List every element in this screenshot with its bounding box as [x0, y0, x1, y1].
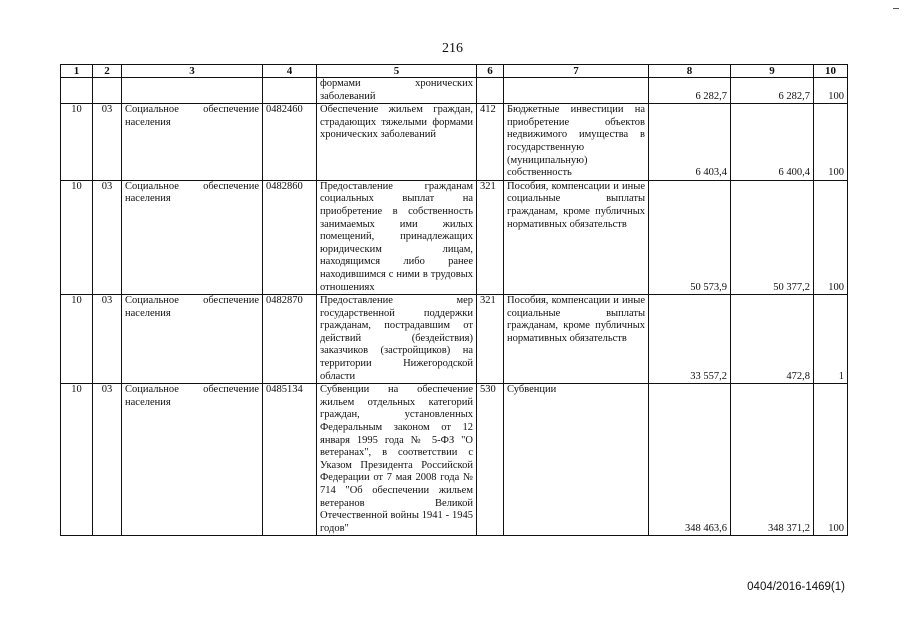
section-code: 10 [61, 180, 93, 294]
scan-mark [893, 8, 899, 9]
execution-percent: 100 [814, 384, 848, 536]
executed-amount: 472,8 [731, 295, 814, 384]
target-description: Предоставление мер государственной поддержки гражданам, пострадавшим от действий (бездействия) заказчиков (застройщиков) на территории Нижегородской области [317, 295, 477, 384]
col-header: 8 [649, 65, 731, 78]
table-row [61, 180, 848, 294]
section-name: Социальное обеспечение населения [122, 104, 263, 181]
executed-amount: 348 371,2 [731, 384, 814, 536]
col-header: 2 [93, 65, 122, 78]
section-name: Социальное обеспечение населения [122, 180, 263, 294]
subsection-code: 03 [93, 295, 122, 384]
col-header: 3 [122, 65, 263, 78]
section-code [61, 78, 93, 104]
subsection-code: 03 [93, 384, 122, 536]
section-code: 10 [61, 295, 93, 384]
expense-type-code [477, 78, 504, 104]
expense-type-name: Субвенции [504, 384, 649, 536]
subsection-code: 03 [93, 104, 122, 181]
col-header: 1 [61, 65, 93, 78]
target-description: Предоставление гражданам социальных выплат на приобретение в собственность занимаемых ими жилых помещений, принадлежащих юридическим лицам, находящимся либо ранее находившимся с ними в трудовых отношениях [317, 180, 477, 294]
section-code: 10 [61, 384, 93, 536]
expense-type-code: 412 [477, 104, 504, 181]
subsection-code [93, 78, 122, 104]
expense-type-name: Бюджетные инвестиции на приобретение объектов недвижимого имущества в государственную (муниципальную) собственность [504, 104, 649, 181]
col-header: 9 [731, 65, 814, 78]
col-header: 4 [263, 65, 317, 78]
table-row [61, 104, 848, 181]
section-name [122, 78, 263, 104]
executed-amount: 6 282,7 [731, 78, 814, 104]
execution-percent: 100 [814, 78, 848, 104]
page-number: 216 [442, 41, 463, 56]
expense-type-code: 530 [477, 384, 504, 536]
expense-type-name: Пособия, компенсации и иные социальные выплаты гражданам, кроме публичных нормативных обязательств [504, 180, 649, 294]
target-code: 0485134 [263, 384, 317, 536]
execution-percent: 100 [814, 104, 848, 181]
execution-percent: 1 [814, 295, 848, 384]
expense-type-name [504, 78, 649, 104]
col-header: 5 [317, 65, 477, 78]
subsection-code: 03 [93, 180, 122, 294]
expense-type-code: 321 [477, 295, 504, 384]
target-code: 0482860 [263, 180, 317, 294]
target-code [263, 78, 317, 104]
col-header: 6 [477, 65, 504, 78]
target-description: Субвенции на обеспечение жильем отдельных категорий граждан, установленных Федеральным законом от 12 января 1995 года № 5-ФЗ "О ветеранах", в соответствии с Указом Президента Российской Федерации от 7 мая 2008 года № 714 "Об обеспечении жильем ветеранов Великой Отечественной войны 1941 - 1945 годов" [317, 384, 477, 536]
planned-amount: 33 557,2 [649, 295, 731, 384]
document-code: 0404/2016-1469(1) [747, 581, 845, 593]
planned-amount: 6 403,4 [649, 104, 731, 181]
table-row [61, 384, 848, 536]
header-row [61, 65, 848, 78]
planned-amount: 50 573,9 [649, 180, 731, 294]
target-code: 0482870 [263, 295, 317, 384]
section-code: 10 [61, 104, 93, 181]
target-description: Обеспечение жильем граждан, страдающих тяжелыми формами хронических заболеваний [317, 104, 477, 181]
planned-amount: 6 282,7 [649, 78, 731, 104]
table-row [61, 78, 848, 104]
table-row [61, 295, 848, 384]
executed-amount: 6 400,4 [731, 104, 814, 181]
budget-table [60, 64, 848, 536]
execution-percent: 100 [814, 180, 848, 294]
col-header: 10 [814, 65, 848, 78]
target-code: 0482460 [263, 104, 317, 181]
col-header: 7 [504, 65, 649, 78]
section-name: Социальное обеспечение населения [122, 384, 263, 536]
planned-amount: 348 463,6 [649, 384, 731, 536]
expense-type-name: Пособия, компенсации и иные социальные выплаты гражданам, кроме публичных нормативных обязательств [504, 295, 649, 384]
executed-amount: 50 377,2 [731, 180, 814, 294]
target-description: формами хронических заболеваний [317, 78, 477, 104]
expense-type-code: 321 [477, 180, 504, 294]
section-name: Социальное обеспечение населения [122, 295, 263, 384]
